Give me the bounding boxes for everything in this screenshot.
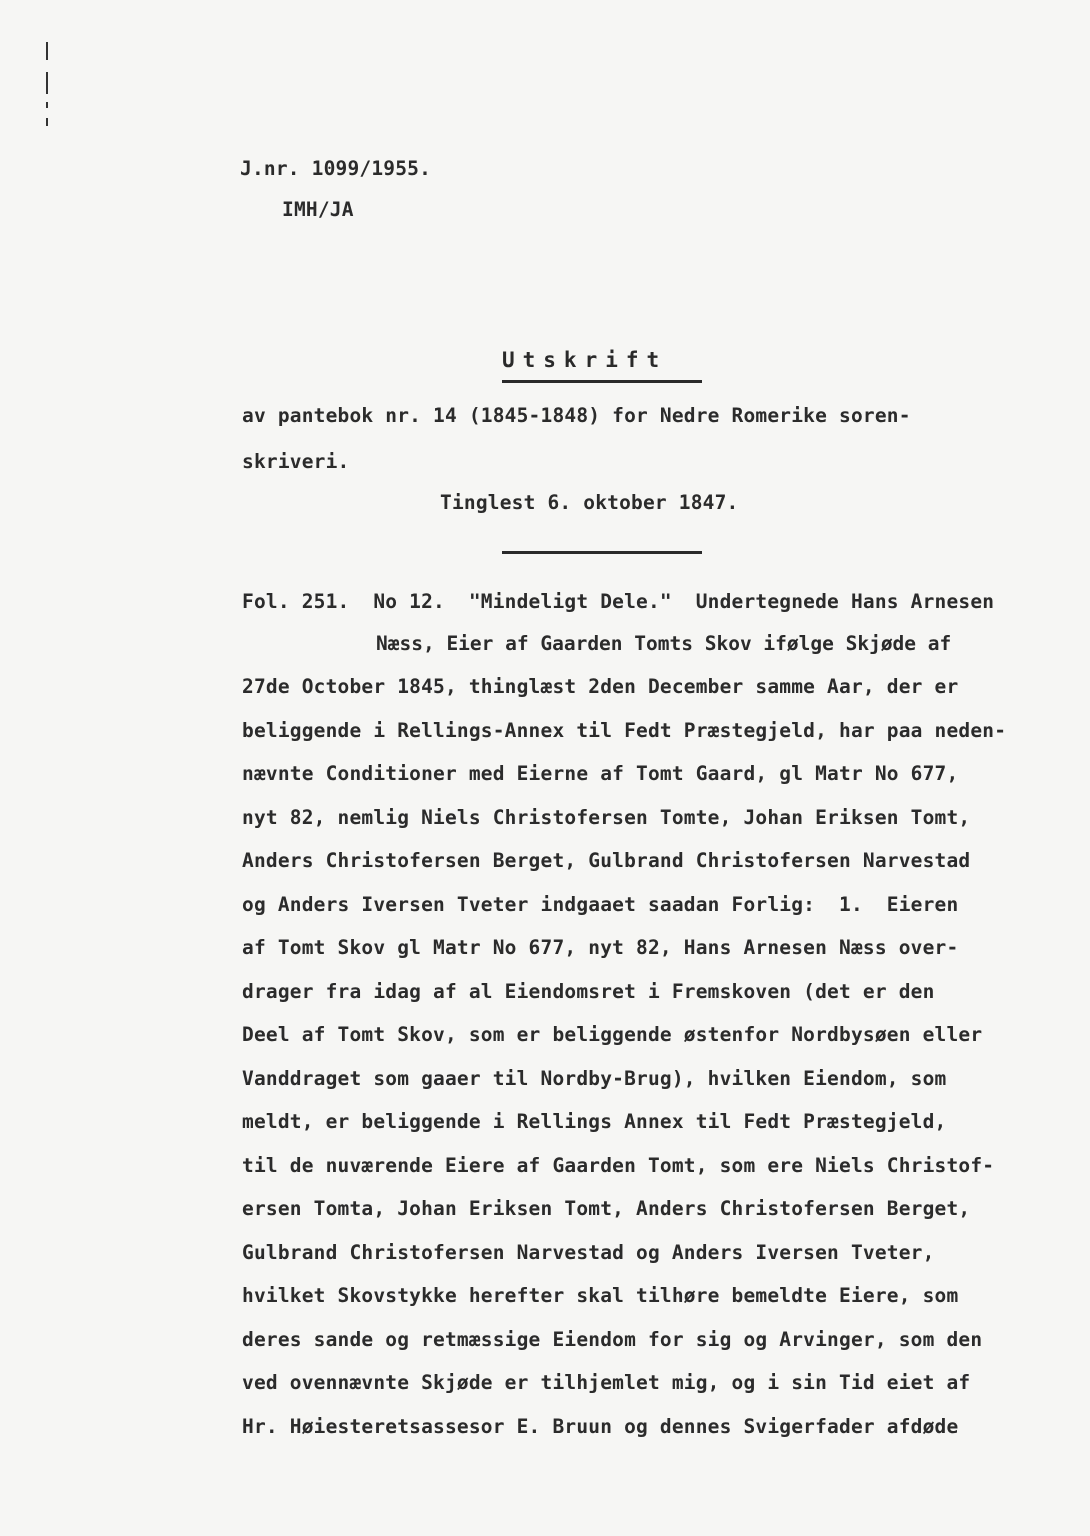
initials: IMH/JA — [282, 198, 354, 221]
body-line: deres sande og retmæssige Eiendom for sig og Arvinger, som den — [242, 1327, 983, 1351]
body-line: hvilket Skovstykke herefter skal tilhøre bemeldte Eiere, som — [242, 1284, 959, 1307]
body-line: drager fra idag af al Eiendomsret i Fremskoven (det er den — [242, 979, 935, 1003]
subtitle-line-2: skriveri. — [242, 450, 350, 473]
body-line: ersen Tomta, Johan Eriksen Tomt, Anders Christofersen Berget, — [242, 1197, 971, 1220]
body-line: Anders Christofersen Berget, Gulbrand Christofersen Narvestad — [242, 849, 971, 872]
body-line: beliggende i Rellings-Annex til Fedt Præstegjeld, har paa neden- — [242, 718, 1007, 742]
document-title: Utskrift — [502, 348, 668, 372]
registered-date: Tinglest 6. oktober 1847. — [440, 491, 739, 514]
body-first-line: Fol. 251. No 12. "Mindeligt Dele." Undertegnede Hans Arnesen — [242, 590, 995, 613]
body-line: Deel af Tomt Skov, som er beliggende østenfor Nordbysøen eller — [242, 1023, 983, 1046]
body-second-line: Næss, Eier af Gaarden Tomts Skov ifølge Skjøde af — [376, 632, 952, 655]
body-line: til de nuværende Eiere af Gaarden Tomt, som ere Niels Christof- — [242, 1153, 995, 1177]
body-line: nyt 82, nemlig Niels Christofersen Tomte, Johan Eriksen Tomt, — [242, 805, 971, 829]
body-line: 27de October 1845, thinglæst 2den December samme Aar, der er — [242, 675, 959, 698]
body-line: meldt, er beliggende i Rellings Annex til Fedt Præstegjeld, — [242, 1110, 947, 1133]
separator-rule — [502, 551, 702, 554]
body-line: af Tomt Skov gl Matr No 677, nyt 82, Hans Arnesen Næss over- — [242, 936, 959, 959]
body-line: og Anders Iversen Tveter indgaaet saadan Forlig: 1. Eieren — [242, 892, 959, 916]
subtitle-line-1: av pantebok nr. 14 (1845-1848) for Nedre Romerike soren- — [242, 404, 911, 427]
title-underline — [502, 380, 702, 383]
body-line: Vanddraget som gaaer til Nordby-Brug), hvilken Eiendom, som — [242, 1066, 947, 1090]
margin-marks — [42, 40, 52, 130]
body-line: nævnte Conditioner med Eierne af Tomt Gaard, gl Matr No 677, — [242, 762, 959, 785]
body-line: Gulbrand Christofersen Narvestad og Anders Iversen Tveter, — [242, 1240, 935, 1264]
journal-number: J.nr. 1099/1955. — [240, 157, 432, 180]
body-line: Hr. Høiesteretsassesor E. Bruun og dennes Svigerfader afdøde — [242, 1414, 959, 1438]
body-line: ved ovennævnte Skjøde er tilhjemlet mig, og i sin Tid eiet af — [242, 1371, 971, 1394]
